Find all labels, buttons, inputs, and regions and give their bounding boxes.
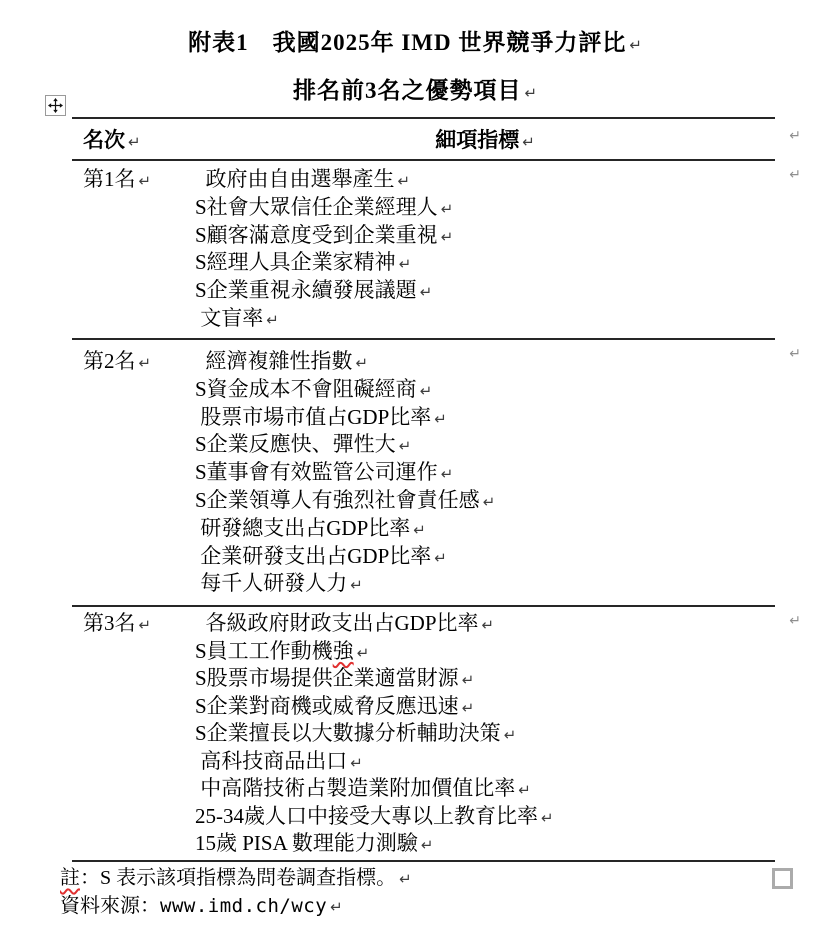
header-indicator-label: 細項指標 <box>435 128 520 152</box>
indicator-text: S顧客滿意度受到企業重視 <box>195 222 438 247</box>
indicator-cell <box>195 166 775 338</box>
paragraph-mark-icon: ↵ <box>350 753 363 772</box>
paragraph-mark-icon: ↵ <box>524 84 539 102</box>
indicator-line[interactable] <box>195 515 775 543</box>
indicator-text: S企業反應快、彈性大 <box>195 432 396 457</box>
indicator-line[interactable] <box>195 194 775 222</box>
paragraph-mark-icon: ↵ <box>356 643 370 662</box>
rank-label: 第2名 <box>83 349 136 373</box>
indicator-text: 企業研發支出占GDP比率 <box>195 543 432 568</box>
move-icon <box>48 98 63 113</box>
header-rank-cell[interactable] <box>72 127 195 159</box>
indicator-line[interactable] <box>195 665 775 693</box>
indicator-line[interactable] <box>195 638 775 666</box>
indicator-line[interactable] <box>195 487 775 515</box>
indicator-line[interactable] <box>195 431 775 459</box>
paragraph-mark-icon: ↵ <box>481 616 495 634</box>
doc-title-line2[interactable] <box>0 72 831 105</box>
indicator-line[interactable] <box>195 404 775 432</box>
spellcheck-flagged-text: 強 <box>332 638 354 663</box>
indicator-line[interactable] <box>195 305 775 333</box>
paragraph-mark-icon: ↵ <box>138 172 152 190</box>
paragraph-mark-icon: ↵ <box>440 227 454 246</box>
paragraph-mark-icon: ↵ <box>629 36 643 54</box>
table-row <box>72 340 801 607</box>
indicator-text: S企業對商機或威脅反應迅速 <box>195 693 459 718</box>
indicator-text: S資金成本不會阻礙經商 <box>195 376 417 401</box>
indicator-line[interactable] <box>195 277 775 305</box>
paragraph-mark-icon: ↵ <box>398 255 412 274</box>
indicator-text: S社會大眾信任企業經理人 <box>195 194 438 219</box>
indicator-line[interactable] <box>195 830 775 858</box>
paragraph-mark-icon: ↵ <box>399 870 412 888</box>
table-row <box>72 607 801 862</box>
row-end-mark-icon: ↵ <box>789 167 801 183</box>
indicator-line[interactable] <box>195 249 775 277</box>
indicator-text: 25-34歲人口中接受大專以上教育比率 <box>195 803 538 828</box>
indicator-text: 文盲率 <box>195 305 264 330</box>
source-url: www.imd.ch/wcy <box>160 895 328 917</box>
indicator-line[interactable] <box>195 543 775 571</box>
indicator-text: 股票市場市值占GDP比率 <box>195 404 432 429</box>
indicator-line[interactable] <box>195 376 775 404</box>
indicator-text: 15歲 PISA 數理能力測驗 <box>195 831 418 855</box>
paragraph-mark-icon: ↵ <box>419 283 433 302</box>
indicator-text: S企業重視永續發展議題 <box>195 278 417 303</box>
paragraph-mark-icon: ↵ <box>440 465 454 484</box>
indicator-line[interactable] <box>195 348 775 376</box>
indicator-text: 政府由自由選舉產生 <box>195 167 395 191</box>
indicator-line[interactable] <box>195 775 775 803</box>
paragraph-mark-icon: ↵ <box>420 836 434 854</box>
paragraph-mark-icon: ↵ <box>440 199 454 218</box>
paragraph-mark-icon: ↵ <box>266 310 279 329</box>
indicator-text: 研發總支出占GDP比率 <box>195 515 411 540</box>
table-header-row <box>72 119 801 161</box>
indicator-text: 每千人研發人力 <box>195 571 348 596</box>
indicator-text: S股票市場提供企業適當財源 <box>195 666 459 690</box>
paragraph-mark-icon: ↵ <box>398 437 412 456</box>
footnotes <box>60 864 412 920</box>
paragraph-mark-icon: ↵ <box>461 671 475 689</box>
doc-title-line1[interactable] <box>0 24 831 57</box>
header-indicator-cell[interactable] <box>195 127 775 159</box>
indicator-line[interactable] <box>195 459 775 487</box>
paragraph-mark-icon: ↵ <box>350 576 363 595</box>
paragraph-mark-icon: ↵ <box>503 726 517 744</box>
indicator-cell <box>195 348 775 605</box>
paragraph-mark-icon: ↵ <box>482 492 496 511</box>
paragraph-mark-icon: ↵ <box>461 698 475 717</box>
table-row <box>72 161 801 340</box>
table-body <box>72 161 801 862</box>
paragraph-mark-icon: ↵ <box>355 354 369 372</box>
header-rank-label: 名次 <box>83 128 125 152</box>
rank-cell[interactable] <box>72 610 195 860</box>
indicator-line[interactable] <box>195 693 775 721</box>
indicator-text: 經濟複雜性指數 <box>195 349 353 373</box>
indicator-line[interactable] <box>195 610 775 638</box>
paragraph-mark-icon: ↵ <box>541 808 554 827</box>
paragraph-mark-icon: ↵ <box>434 409 447 428</box>
row-end-mark-icon: ↵ <box>789 346 801 362</box>
paragraph-mark-icon: ↵ <box>419 381 433 400</box>
indicator-cell <box>195 610 775 860</box>
paragraph-mark-icon: ↵ <box>397 172 411 190</box>
paragraph-mark-icon: ↵ <box>413 520 426 539</box>
indicator-line[interactable] <box>195 570 775 598</box>
paragraph-mark-icon: ↵ <box>522 133 535 151</box>
indicator-line[interactable] <box>195 222 775 250</box>
indicator-text: S企業擅長以大數據分析輔助決策 <box>195 721 501 745</box>
spellcheck-flagged-text: 註 <box>60 867 80 889</box>
indicator-line[interactable] <box>195 748 775 776</box>
paragraph-mark-icon: ↵ <box>138 354 152 372</box>
doc-title-text: 附表1 我國2025年 IMD 世界競爭力評比 <box>188 30 627 55</box>
indicator-text: S員工工作動機 <box>195 638 333 663</box>
note-line-2[interactable] <box>60 892 412 920</box>
indicator-text: S經理人具企業家精神 <box>195 250 396 275</box>
indicator-line[interactable] <box>195 803 775 831</box>
indicator-line[interactable] <box>195 166 775 194</box>
note-line-1[interactable] <box>60 864 412 892</box>
rank-cell[interactable] <box>72 166 195 338</box>
indicator-text: S企業領導人有強烈社會責任感 <box>195 487 480 512</box>
doc-subtitle-text: 排名前3名之優勢項目 <box>292 78 522 103</box>
indicator-line[interactable] <box>195 720 775 748</box>
rank-cell[interactable] <box>72 348 195 605</box>
indicator-text: 各級政府財政支出占GDP比率 <box>195 611 479 635</box>
table-move-handle[interactable] <box>45 95 66 116</box>
rank-label: 第1名 <box>83 167 136 191</box>
indicator-text: S董事會有效監管公司運作 <box>195 460 438 485</box>
paragraph-mark-icon: ↵ <box>434 548 447 567</box>
paragraph-mark-icon: ↵ <box>518 781 531 799</box>
row-end-mark-icon: ↵ <box>789 128 801 144</box>
source-label: 資料來源： <box>60 895 160 917</box>
paragraph-mark-icon: ↵ <box>330 898 343 916</box>
paragraph-mark-icon: ↵ <box>128 133 141 151</box>
competitiveness-table <box>72 117 801 862</box>
indicator-text: 高科技商品出口 <box>195 748 348 773</box>
table-resize-handle[interactable] <box>772 868 793 889</box>
row-end-mark-icon: ↵ <box>789 613 801 629</box>
indicator-text: 中高階技術占製造業附加價值比率 <box>195 776 516 800</box>
note1-text: ：S 表示該項指標為問卷調查指標。 <box>80 867 397 889</box>
rank-label: 第3名 <box>83 611 136 635</box>
paragraph-mark-icon: ↵ <box>138 616 152 634</box>
